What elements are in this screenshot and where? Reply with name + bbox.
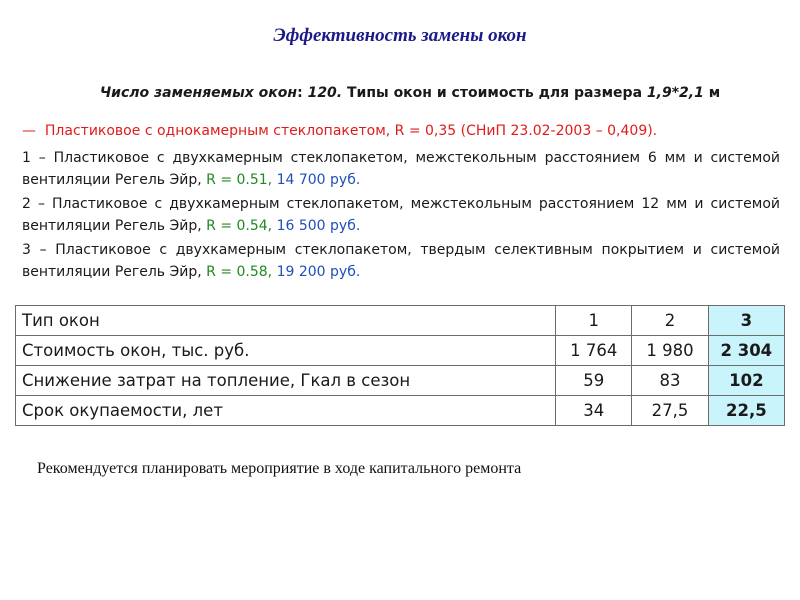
- comparison-table: [15, 305, 785, 426]
- cell-type-3: 2 304: [708, 336, 784, 366]
- option-marker: 1 –: [22, 150, 46, 166]
- table-row: [16, 336, 785, 366]
- cell-type-1: 1: [556, 306, 632, 336]
- subtitle-middle: Типы окон и стоимость для размера: [342, 85, 647, 101]
- cell-type-2: 1 980: [632, 336, 708, 366]
- subtitle-unit: м: [703, 85, 721, 101]
- row-label: Срок окупаемости, лет: [16, 396, 556, 426]
- cell-type-3: 3: [708, 306, 784, 336]
- cell-type-3: 102: [708, 366, 784, 396]
- option-type-2: [22, 193, 780, 237]
- option-price: 14 700 руб.: [276, 172, 361, 188]
- recommendation-note: Рекомендуется планировать мероприятие в ходе капитального ремонта: [37, 460, 522, 477]
- row-label: Снижение затрат на топление, Гкал в сезон: [16, 366, 556, 396]
- table-row: [16, 306, 785, 336]
- subtitle: [0, 85, 800, 101]
- page-title: Эффективность замены окон: [273, 25, 527, 46]
- option-type-3: [22, 239, 780, 283]
- subtitle-colon: :: [297, 85, 303, 101]
- table-row: [16, 366, 785, 396]
- cell-type-2: 27,5: [632, 396, 708, 426]
- cell-type-1: 1 764: [556, 336, 632, 366]
- option-r-value: R = 0.51,: [206, 172, 273, 188]
- cell-type-1: 59: [556, 366, 632, 396]
- row-label: Тип окон: [16, 306, 556, 336]
- option-marker: —: [22, 123, 36, 139]
- subtitle-prefix: Число заменяемых окон: [99, 85, 298, 101]
- row-label: Стоимость окон, тыс. руб.: [16, 336, 556, 366]
- subtitle-size: 1,9*2,1: [646, 85, 704, 101]
- option-r-value: R = 0.54,: [206, 218, 273, 234]
- option-r-value: R = 0.58,: [206, 264, 273, 280]
- cell-type-3: 22,5: [708, 396, 784, 426]
- cell-type-2: 2: [632, 306, 708, 336]
- option-marker: 2 –: [22, 196, 45, 212]
- option-text: Пластиковое с двухкамерным стеклопакетом, твердым селективным покрытием и системой вентиляции Регель Эйр,: [22, 242, 780, 280]
- option-price: 16 500 руб.: [276, 218, 361, 234]
- subtitle-count: 120.: [302, 85, 343, 101]
- option-text: Пластиковое с двухкамерным стеклопакетом, межстекольным расстоянием 6 мм и системой вентиляции Регель Эйр,: [22, 150, 781, 188]
- cell-type-2: 83: [632, 366, 708, 396]
- cell-type-1: 34: [556, 396, 632, 426]
- option-text: Пластиковое с двухкамерным стеклопакетом, межстекольным расстоянием 12 мм и системой вентиляции Регель Эйр,: [22, 196, 781, 234]
- option-type-1: [22, 147, 780, 191]
- option-marker: 3 –: [22, 242, 47, 258]
- table-row: [16, 396, 785, 426]
- option-price: 19 200 руб.: [276, 264, 361, 280]
- option-baseline: [22, 120, 780, 142]
- option-text: Пластиковое с однокамерным стеклопакетом, R = 0,35 (СНиП 23.02-2003 – 0,409).: [44, 123, 658, 139]
